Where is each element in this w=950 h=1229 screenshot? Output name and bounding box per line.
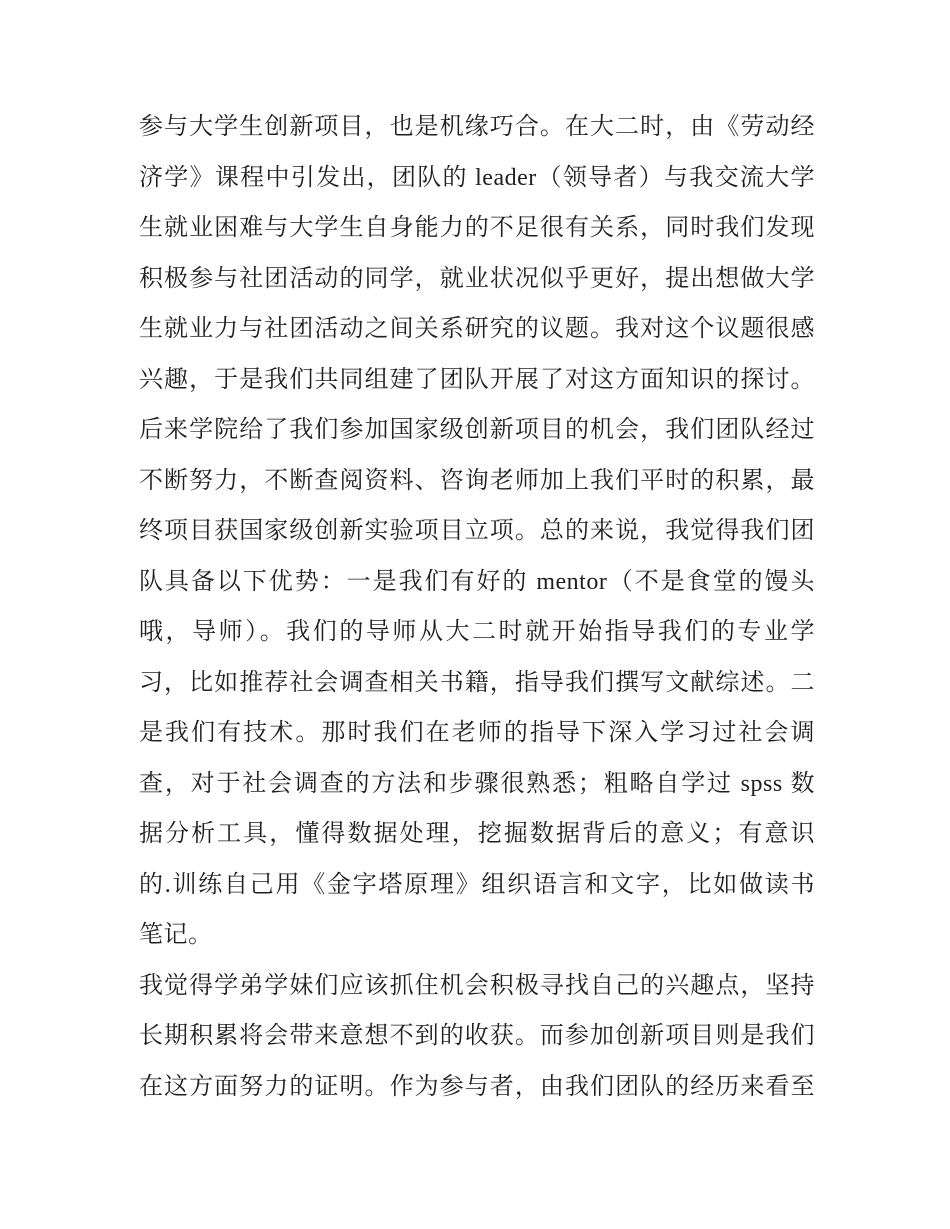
text-line: 兴趣，于是我们共同组建了团队开展了对这方面知识的探讨。 bbox=[139, 366, 815, 393]
text-line: 查，对于社会调查的方法和步骤很熟悉；粗略自学过 spss 数 bbox=[139, 770, 815, 797]
text-line: 笔记。 bbox=[139, 922, 213, 948]
document-body bbox=[139, 102, 815, 1112]
text-line: 不断努力，不断查阅资料、咨询老师加上我们平时的积累，最 bbox=[139, 467, 815, 494]
text-line: 习，比如推荐社会调查相关书籍，指导我们撰写文献综述。二 bbox=[139, 669, 815, 696]
text-line: 在这方面努力的证明。作为参与者，由我们团队的经历来看至 bbox=[139, 1073, 815, 1100]
text-line: 济学》课程中引发出，团队的 leader（领导者）与我交流大学 bbox=[139, 164, 815, 191]
text-line: 生就业困难与大学生自身能力的不足很有关系，同时我们发现 bbox=[139, 215, 815, 241]
text-line: 是我们有技术。那时我们在老师的指导下深入学习过社会调 bbox=[139, 720, 815, 746]
text-line: 哦，导师）。我们的导师从大二时就开始指导我们的专业学 bbox=[139, 619, 815, 645]
text-line: 的.训练自己用《金字塔原理》组织语言和文字，比如做读书 bbox=[139, 871, 815, 898]
text-line: 后来学院给了我们参加国家级创新项目的机会，我们团队经过 bbox=[139, 417, 815, 443]
text-line: 积极参与社团活动的同学，就业状况似乎更好，提出想做大学 bbox=[139, 265, 815, 292]
text-line: 参与大学生创新项目，也是机缘巧合。在大二时，由《劳动经 bbox=[139, 114, 815, 140]
text-line: 我觉得学弟学妹们应该抓住机会积极寻找自己的兴趣点，坚持 bbox=[139, 972, 815, 999]
text-line: 据分析工具，懂得数据处理，挖掘数据背后的意义；有意识 bbox=[139, 821, 815, 847]
text-line: 生就业力与社团活动之间关系研究的议题。我对这个议题很感 bbox=[139, 316, 815, 342]
text-line: 终项目获国家级创新实验项目立项。总的来说，我觉得我们团 bbox=[139, 518, 815, 544]
text-line: 队具备以下优势：一是我们有好的 mentor（不是食堂的馒头 bbox=[139, 568, 815, 595]
text-line: 长期积累将会带来意想不到的收获。而参加创新项目则是我们 bbox=[139, 1023, 815, 1049]
